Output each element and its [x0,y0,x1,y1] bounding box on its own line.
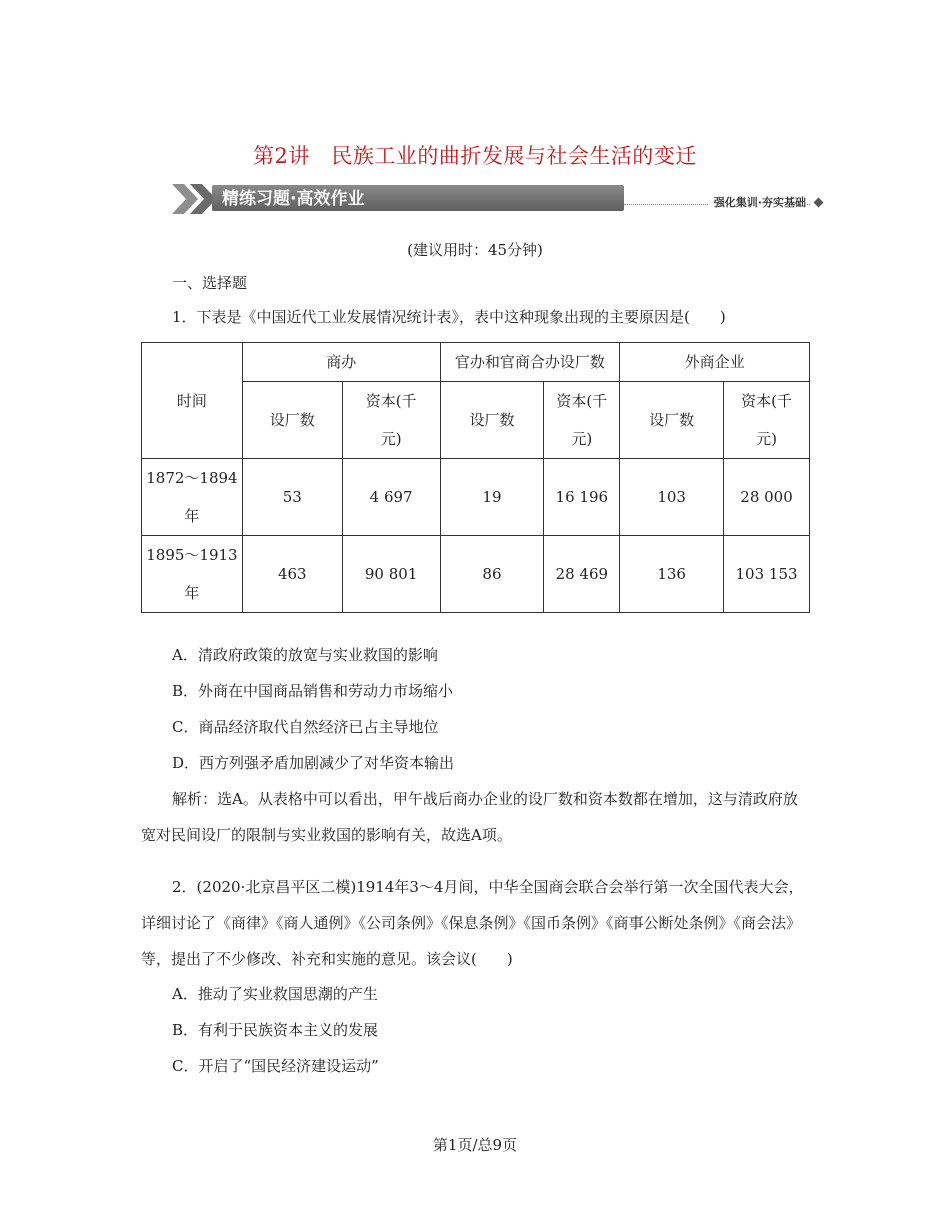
q1-option-a: A．清政府政策的放宽与实业救国的影响 [172,646,438,664]
table-row [142,536,810,613]
suggested-time: (建议用时：45分钟) [407,241,543,259]
group-header: 外商企业 [620,343,810,382]
table-cell: 90 801 [342,536,440,613]
section-heading: 一、选择题 [172,274,248,292]
q1-option-b: B．外商在中国商品销售和劳动力市场缩小 [172,682,454,700]
table-cell: 28 000 [724,459,810,536]
count-header: 设厂数 [242,382,342,459]
table-cell: 103 153 [724,536,810,613]
q1-option-d: D．西方列强矛盾加剧减少了对华资本输出 [172,754,455,772]
lesson-title: 第2讲 民族工业的曲折发展与社会生活的变迁 [253,144,697,168]
group-header: 商办 [242,343,440,382]
q1-analysis: 解析：选A。从表格中可以看出，甲午战后商办企业的设厂数和资本数都在增加，这与清政府放宽对民间设厂的限制与实业救国的影响有关，故选A项。 [141,790,798,844]
table-cell: 86 [440,536,544,613]
table-cell: 136 [620,536,724,613]
q2-option-a: A．推动了实业救国思潮的产生 [172,985,378,1003]
capital-header: 资本(千 元) [724,382,810,459]
banner-right-text: 强化集训·夯实基础 [708,194,806,210]
period-cell: 1872～1894 年 [142,459,243,536]
table-cell: 4 697 [342,459,440,536]
capital-header: 资本(千 元) [544,382,620,459]
period-cell: 1895～1913 年 [142,536,243,613]
capital-header: 资本(千 元) [342,382,440,459]
banner-left-text: 精练习题·高效作业 [222,189,365,209]
q2-option-c: C．开启了“国民经济建设运动” [172,1057,379,1075]
table-cell: 16 196 [544,459,620,536]
page-footer: 第1页/总9页 [432,1136,518,1154]
table-cell: 103 [620,459,724,536]
section-banner [172,182,822,216]
table-row [142,459,810,536]
time-header: 时间 [142,343,243,459]
table-cell: 19 [440,459,544,536]
group-header: 官办和官商合办设厂数 [440,343,620,382]
table-cell: 28 469 [544,536,620,613]
table-cell: 53 [242,459,342,536]
diamond-icon [814,198,824,208]
q1-stem: 1．下表是《中国近代工业发展情况统计表》，表中这种现象出现的主要原因是( ) [172,308,726,326]
industry-stats-table [141,342,810,613]
q2-stem: 2．(2020·北京昌平区二模)1914年3～4月间，中华全国商会联合会举行第一次全国代表大会，详细讨论了《商律》《商人通例》《公司条例》《保息条例》《国币条例》《商事公断处条例》《商会法》等，提出了不少修改、补充和实施的意见。该会议( ) [141,878,804,968]
table-cell: 463 [242,536,342,613]
q1-option-c: C．商品经济取代自然经济已占主导地位 [172,718,439,736]
count-header: 设厂数 [620,382,724,459]
q2-option-b: B．有利于民族资本主义的发展 [172,1021,379,1039]
count-header: 设厂数 [440,382,544,459]
